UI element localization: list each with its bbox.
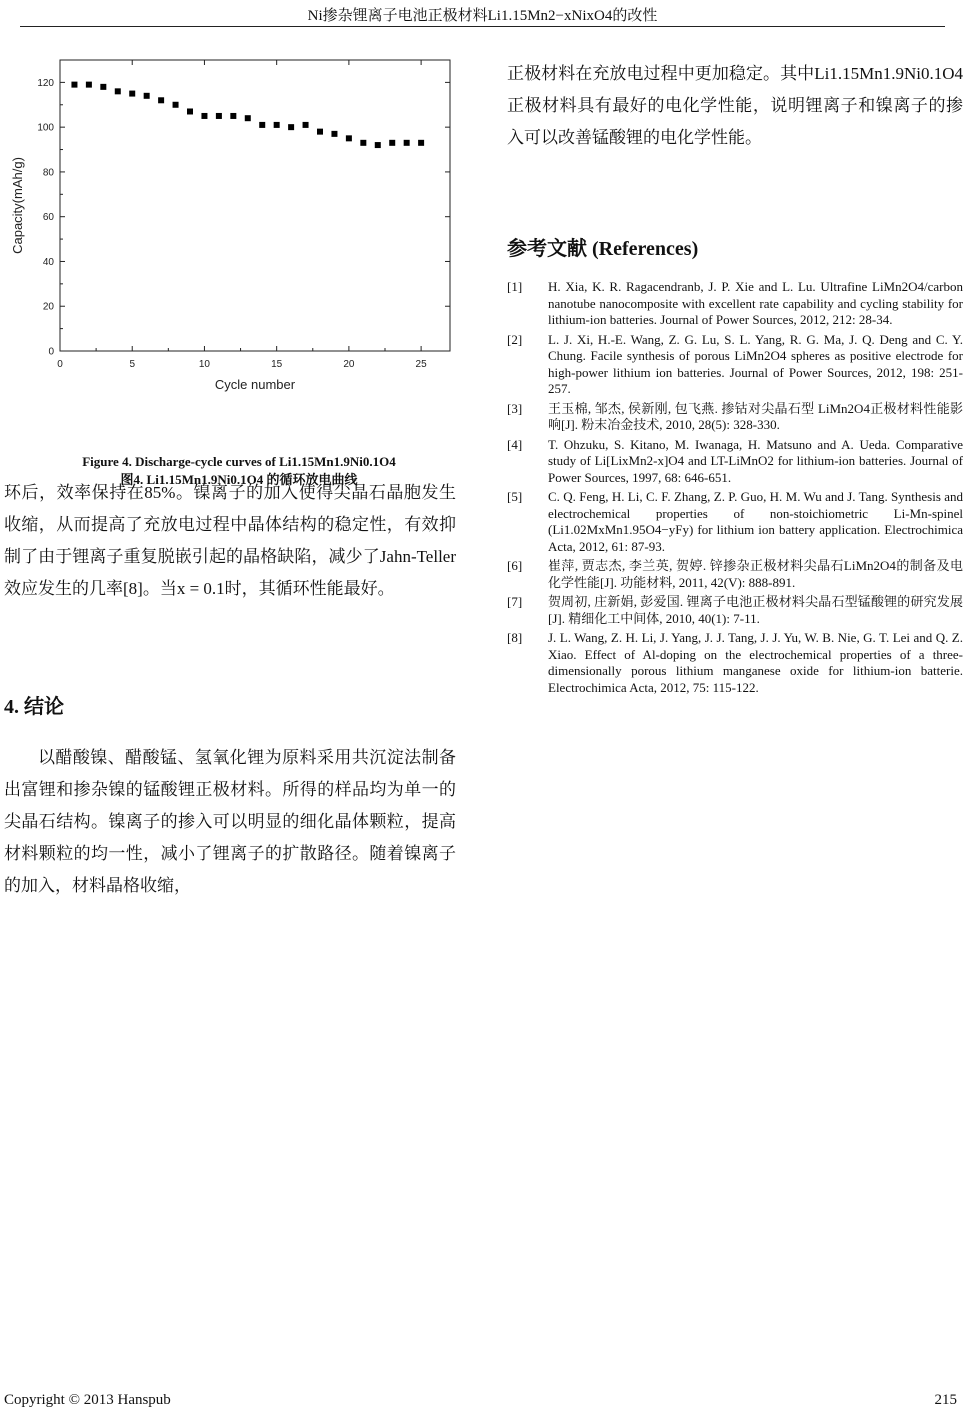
data-point xyxy=(317,129,323,135)
data-point xyxy=(375,142,381,148)
y-tick-label: 80 xyxy=(42,167,54,179)
x-tick-label: 0 xyxy=(57,359,63,370)
data-point xyxy=(303,122,309,128)
reference-list xyxy=(507,279,963,699)
reference-text: H. Xia, K. R. Ragacendranb, J. P. Xie and L. Lu. Ultrafine LiMn2O4/carbon nanotube nanocomposite with excellent rate capability and cycling stability for lithium-ion batteries. Journal of Power Sources, 2012, 212: 28-34. xyxy=(548,279,963,327)
data-point xyxy=(404,140,410,146)
reference-text: 王玉棉, 邹杰, 侯新刚, 包飞燕. 掺钴对尖晶石型 LiMn2O4正极材料性能影响[J]. 粉末冶金技术, 2010, 28(5): 328-330. xyxy=(548,400,963,432)
reference-number: [1] xyxy=(507,279,523,294)
data-point xyxy=(389,140,395,146)
figure-caption-zh: 图4. Li1.15Mn1.9Ni0.1O4 的循环放电曲线 xyxy=(120,472,358,487)
y-tick-label: 60 xyxy=(42,212,54,224)
discharge-cycle-chart xyxy=(4,50,474,405)
data-point xyxy=(230,113,236,119)
data-point xyxy=(158,97,164,103)
x-tick-label: 10 xyxy=(198,359,211,370)
y-axis-title: Capacity(mAh/g) xyxy=(10,157,25,254)
paragraph-conclusion-cont: 正极材料在充放电过程中更加稳定。其中Li1.15Mn1.9Ni0.1O4正极材料具有最好的电化学性能，说明锂离子和镍离子的掺入可以改善锰酸锂的电化学性能。 xyxy=(507,64,963,147)
references-heading: 参考文献 (References) xyxy=(507,238,699,260)
reference-item xyxy=(507,401,963,434)
reference-item xyxy=(507,594,963,627)
x-axis-title: Cycle number xyxy=(214,377,296,392)
figure-caption-en: Figure 4. Discharge-cycle curves of Li1.15Mn1.9Ni0.1O4 xyxy=(82,454,396,469)
reference-number: [8] xyxy=(507,630,523,645)
data-point xyxy=(259,122,265,128)
data-point xyxy=(187,108,193,114)
reference-text: L. J. Xi, H.-E. Wang, Z. G. Lu, S. L. Yang, R. G. Ma, J. Q. Deng and C. Y. Chung. Facile synthesis of porous LiMn2O4 spheres as positive electrode for high-power lithium ion batteries. Journal of Power Sources, 2012, 198: 251-257. xyxy=(548,331,963,396)
reference-number: [5] xyxy=(507,489,523,504)
data-point xyxy=(288,124,294,130)
data-point xyxy=(245,115,251,121)
x-tick-label: 20 xyxy=(343,359,355,370)
data-point xyxy=(173,102,179,108)
data-point xyxy=(144,93,150,99)
footer-page-number: 215 xyxy=(934,1392,957,1408)
y-tick-label: 120 xyxy=(37,77,54,89)
data-point xyxy=(418,140,424,146)
data-point xyxy=(346,135,352,141)
reference-item xyxy=(507,630,963,696)
header-rule xyxy=(20,26,945,27)
data-point xyxy=(71,82,77,88)
x-tick-label: 25 xyxy=(415,359,427,370)
reference-text: 贺周初, 庄新娟, 彭爱国. 锂离子电池正极材料尖晶石型锰酸锂的研究发展[J]. 精细化工中间体, 2010, 40(1): 7-11. xyxy=(548,594,963,626)
data-point xyxy=(100,84,106,90)
reference-text: 崔萍, 贾志杰, 李兰英, 贺婷. 锌掺杂正极材料尖晶石LiMn2O4的制备及电化学性能[J]. 功能材料, 2011, 42(V): 888-891. xyxy=(548,558,963,590)
reference-text: C. Q. Feng, H. Li, C. F. Zhang, Z. P. Guo, H. M. Wu and J. Tang. Synthesis and electrochemical properties of non-stoichiometric Li-Mn-spinel (Li1.02MxMn1.95O4−yFy) for lithium ion battery application. Electrochimica Acta, 2012, 61: 87-93. xyxy=(548,489,963,554)
reference-number: [2] xyxy=(507,331,523,347)
reference-item xyxy=(507,558,963,591)
data-point xyxy=(274,122,280,128)
reference-item xyxy=(507,437,963,487)
paragraph-results: 环后，效率保持在85%。镍离子的加入使得尖晶石晶胞发生收缩，从而提高了充放电过程中晶体结构的稳定性，有效抑制了由于锂离子重复脱嵌引起的晶格缺陷，减少了Jahn-Teller效应发生的几率[8]。当x = 0.1时，其循环性能最好。 xyxy=(4,483,456,598)
y-tick-label: 100 xyxy=(37,122,54,134)
x-tick-label: 15 xyxy=(271,359,283,370)
reference-number: [6] xyxy=(507,558,523,573)
data-point xyxy=(129,91,135,97)
section-heading-conclusion: 4. 结论 xyxy=(4,696,64,718)
data-point xyxy=(201,113,207,119)
plot-frame xyxy=(60,60,450,351)
reference-item xyxy=(507,332,963,398)
y-tick-label: 0 xyxy=(48,346,54,358)
reference-item xyxy=(507,489,963,555)
y-tick-label: 40 xyxy=(42,256,54,268)
data-point xyxy=(115,88,121,94)
reference-number: [3] xyxy=(507,400,523,416)
reference-number: [7] xyxy=(507,594,523,609)
reference-number: [4] xyxy=(507,436,523,452)
y-tick-label: 20 xyxy=(42,301,54,313)
reference-text: J. L. Wang, Z. H. Li, J. Yang, J. J. Tang, J. J. Yu, W. B. Nie, G. T. Lei and Q. Z. Xiao. Effect of Al-doping on the electrochemical properties of a three-dimensionally porous lithium manganese oxide for lithium-ion batterie. Electrochimica Acta, 2012, 75: 115-122. xyxy=(548,630,963,695)
data-point xyxy=(331,131,337,137)
paragraph-conclusion: 以醋酸镍、醋酸锰、氢氧化锂为原料采用共沉淀法制备出富锂和掺杂镍的锰酸锂正极材料。所得的样品均为单一的尖晶石结构。镍离子的掺入可以明显的细化晶体颗粒，提高材料颗粒的均一性，减小了锂离子的扩散路径。随着镍离子的加入，材料晶格收缩， xyxy=(4,748,456,895)
right-column xyxy=(507,58,963,695)
reference-text: T. Ohzuku, S. Kitano, M. Iwanaga, H. Matsuno and A. Ueda. Comparative study of Li[LixMn2-x]O4 and LT-LiMnO2 for lithium-ion batteries. Journal of Power Sources, 1997, 68: 646-651. xyxy=(548,436,963,485)
running-header: Ni掺杂锂离子电池正极材料Li1.15Mn2−xNixO4的改性 xyxy=(307,8,658,24)
data-point xyxy=(216,113,222,119)
x-tick-label: 5 xyxy=(129,359,136,370)
data-point xyxy=(360,140,366,146)
footer-copyright: Copyright © 2013 Hanspub xyxy=(4,1392,171,1408)
data-point xyxy=(86,82,92,88)
reference-item xyxy=(507,279,963,329)
